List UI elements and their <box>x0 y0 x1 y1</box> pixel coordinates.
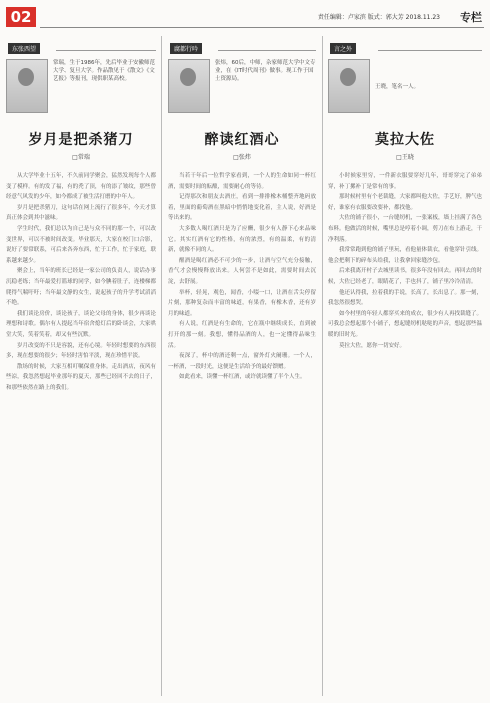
column-divider <box>322 36 323 696</box>
column-divider <box>161 36 162 696</box>
paragraph: 聚会上，当年的班长已经是一家公司的负责人，说话办事沉稳老练；当年最爱打篮球的同学，如今腆着肚子，连楼梯都爬得气喘吁吁；当年最文静的女生，说起孩子的升学考试滔滔不绝。 <box>6 268 156 307</box>
author-bio-text: 张炜，60后，中师，杂家师范大学中文专业，在《IT时代周刊》做事。现工作于国土资源局。 <box>215 60 316 82</box>
paragraph: 醒酒是喝红酒必不可少的一步，让酒与空气充分接触，香气才会慢慢释放出来。人何尝不是如此，需要时间去沉淀，去舒展。 <box>168 257 316 285</box>
paragraph: 举杯，轻晃，观色，闻香，小啜一口，让酒在舌尖停留片刻，那种复杂而丰富的味道，有果香，有橡木香，还有岁月的味道。 <box>168 289 316 317</box>
article-title: 岁月是把杀猪刀 <box>28 132 134 148</box>
page-number: 02 <box>6 7 36 27</box>
paragraph: 小时候家里穷，一件新衣服要穿好几年，哥哥穿完了弟弟穿，补丁摞补丁是常有的事。 <box>328 173 482 190</box>
article-title: 醉读红酒心 <box>204 132 280 148</box>
editor-meta: 责任编辑：卢家滨 版式：郭大芳 2018.11.23 <box>317 14 440 21</box>
paragraph: 后来我离开村子去城里读书，很多年没有回去。再回去的时候，大佐已经老了，眼睛花了，手也抖了，铺子里冷冷清清。 <box>328 268 482 285</box>
tag-rule <box>56 50 156 55</box>
paragraph: 大佐的铺子很小，一台缝纫机，一张案板，墙上挂满了各色布料。他做活的时候，嘴里总是哼着小调，剪刀在布上游走，干净利落。 <box>328 215 482 243</box>
column-tag: 东张西望 <box>8 43 40 54</box>
author-bio <box>168 59 316 115</box>
author-photo <box>168 59 210 113</box>
paragraph: 莫拉大佐，愿你一切安好。 <box>339 342 406 349</box>
article-body <box>168 171 316 383</box>
article-byline: □王晓 <box>396 154 414 161</box>
column-2 <box>168 36 316 696</box>
page-header <box>0 0 490 30</box>
paragraph: 那时候村里有个老裁缝，大家都叫他大佐，手艺好，脾气也好，谁家有衣服要改要补，都找他。 <box>328 194 482 211</box>
paragraph: 从大学毕业十五年，不久前同学聚会，猛然发现每个人都变了模样。有的发了福，有的秃了顶，有的添了皱纹，那些曾经意气风发的少年，如今都成了被生活打磨的中年人。 <box>6 173 156 201</box>
article-title: 莫拉大佐 <box>375 132 435 148</box>
author-photo <box>328 59 370 113</box>
paragraph: 散场的时候，大家互相叮嘱保重身体。走出酒店，夜风有些凉，我忽然想起毕业那年的夏天，那些已经回不去的日子，和那些依然在路上的我们。 <box>6 363 156 391</box>
column-3 <box>328 36 482 696</box>
paragraph: 我常常跑到他的铺子里玩，看他量体裁衣，看他穿针引线。他会把剩下的碎布头给我，让我拿回家缝沙包。 <box>328 247 482 264</box>
article-byline: □常瑞 <box>72 154 90 161</box>
paragraph: 我们谈论房价，谈论孩子，谈论父母的身体，很少再谈论理想和诗歌。偶尔有人提起当年宿舍熄灯后的卧谈会，大家哄堂大笑，笑着笑着，却又有些沉默。 <box>6 310 156 338</box>
paragraph: 当若干年后一位哲学家看到，一个人的生命如同一杯红酒，需要时间的酝酿，需要耐心的等待。 <box>168 173 316 190</box>
paragraph: 大多数人喝红酒只是为了应酬，很少有人静下心来品味它。其实红酒有它的性格，有的浓烈，有的温柔，有的清新，就像不同的人。 <box>168 225 316 254</box>
header-rule <box>40 27 484 28</box>
column-tag: 言之外 <box>330 43 356 54</box>
paragraph: 岁月是把杀猪刀，这句话在网上流行了很多年，今天才算真正体会到其中滋味。 <box>6 204 156 222</box>
author-bio <box>6 59 156 115</box>
column-1 <box>6 36 156 696</box>
paragraph: 岁月改变的不只是容貌，还有心境。年轻时想要的东西很多，现在想要的很少；年轻时害怕平淡，现在珍惜平淡。 <box>6 342 156 360</box>
author-bio-text: 王晓，笔名一人。 <box>375 84 420 90</box>
paragraph: 他还认得我，拉着我的手说，长高了，长出息了。那一刻，我忽然很想哭。 <box>328 289 482 307</box>
paragraph: 如此看来，读懂一杯红酒，或许就读懂了半个人生。 <box>179 374 306 381</box>
paragraph: 有人说，红酒是有生命的，它在瓶中继续成长，直到被打开的那一刻。我想，懂得品酒的人，也一定懂得品味生活。 <box>168 321 316 349</box>
author-photo <box>6 59 48 113</box>
article-byline: □张炜 <box>233 154 251 161</box>
section-name: 专栏 <box>460 11 482 24</box>
paragraph: 学生时代，我们总以为自己是与众不同的那一个，可以改变世界，可以不被时间改变。毕业那天，大家在校门口合影，说好了要常联系，可后来各奔东西，忙于工作，忙于家庭，联系越来越少。 <box>6 225 156 264</box>
author-bio-text: 常瑞，生于1986年，先后毕业于安徽师范大学、复旦大学。作品散见于《散文》《文艺报》等报刊，现供职某高校。 <box>53 60 155 82</box>
column-tag: 腐都行吟 <box>170 43 202 54</box>
paragraph: 夜深了，杯中的酒还剩一点，窗外灯火阑珊。一个人，一杯酒，一段时光，这便是生活给予的最好馈赠。 <box>168 353 316 370</box>
paragraph: 记得那次和朋友去酒庄，看到一排排橡木桶整齐地码放着，里面的葡萄酒在黑暗中悄悄地变化着，主人说，好酒是等出来的。 <box>168 194 316 222</box>
author-bio <box>328 59 482 115</box>
tag-rule <box>378 50 482 55</box>
paragraph: 如今村里的年轻人都穿买来的成衣，很少有人再找裁缝了。可我总会想起那个小铺子，想起缝纫机哒哒的声音，想起那些温暖的旧时光。 <box>328 310 482 338</box>
article-body <box>6 171 156 393</box>
tag-rule <box>218 50 316 55</box>
article-body <box>328 171 482 351</box>
